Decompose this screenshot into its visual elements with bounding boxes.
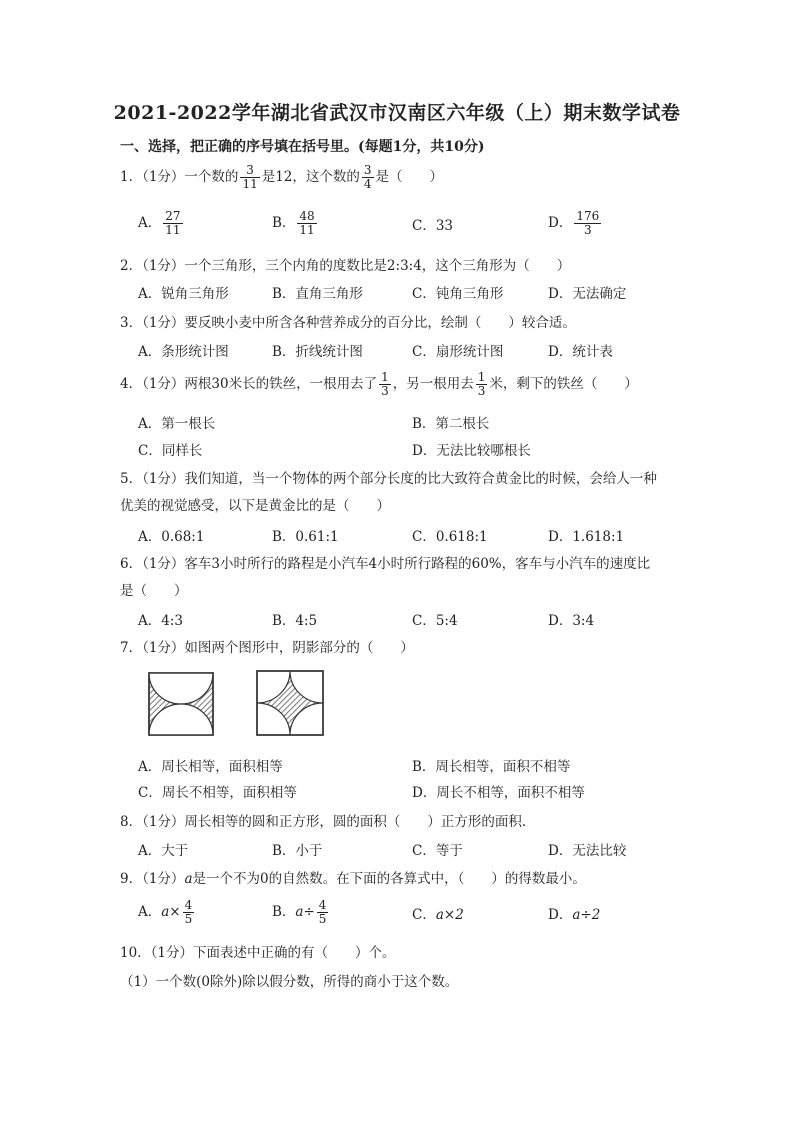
q1-text-mid: 是12，这个数的 <box>261 169 360 185</box>
q2-option-c[interactable]: C．钝角三角形 <box>412 286 504 302</box>
question-9 <box>120 869 586 889</box>
q9-variable: a <box>184 871 193 887</box>
q4-text-mid: ，另一根用去 <box>392 376 474 392</box>
q6-option-b[interactable]: B．4:5 <box>272 613 318 629</box>
q4-option-d[interactable]: D．无法比较哪根长 <box>412 443 531 459</box>
q2-option-b[interactable]: B．直角三角形 <box>272 286 363 302</box>
question-1 <box>120 164 443 191</box>
q5-option-d[interactable]: D．1.618:1 <box>548 529 625 545</box>
question-8: 8．（1分）周长相等的圆和正方形，圆的面积（ ）正方形的面积. <box>120 814 527 830</box>
q4-text-prefix: 4．（1分）两根30米长的铁丝，一根用去了 <box>120 376 378 392</box>
q3-option-b[interactable]: B．折线统计图 <box>272 344 363 360</box>
q1-option-b[interactable]: B． $\frac{48}{11}$ <box>272 209 315 237</box>
q6-option-a[interactable]: A．4:3 <box>138 613 183 629</box>
q3-option-a[interactable]: A．条形统计图 <box>138 344 229 360</box>
q3-option-c[interactable]: C．扇形统计图 <box>412 344 504 360</box>
q4-text-suffix: 米，剩下的铁丝（ ） <box>489 376 638 392</box>
q2-option-d[interactable]: D．无法确定 <box>548 286 627 302</box>
question-6-line-1: 6．（1分）客车3小时所行的路程是小汽车4小时所行路程的60%，客车与小汽车的速度比 <box>120 556 651 572</box>
q6-option-c[interactable]: C．5:4 <box>412 613 458 629</box>
q5-option-a[interactable]: A．0.68:1 <box>138 529 205 545</box>
q1-text-prefix: 1．（1分）一个数的 <box>120 169 239 185</box>
question-2: 2．（1分）一个三角形，三个内角的度数比是2:3:4，这个三角形为（ ） <box>120 258 571 274</box>
exam-title: 2021-2022学年湖北省武汉市汉南区六年级（上）期末数学试卷 <box>113 102 681 124</box>
q6-option-d[interactable]: D．3:4 <box>548 613 595 629</box>
q1-text-suffix: 是（ ） <box>375 169 444 185</box>
q7-option-a[interactable]: A．周长相等，面积相等 <box>138 759 283 775</box>
question-6-line-2: 是（ ） <box>120 583 188 599</box>
q1-option-d[interactable]: D． $\frac{176}{3}$ <box>548 209 600 237</box>
q5-option-c[interactable]: C．0.618:1 <box>412 529 488 545</box>
q9-option-d[interactable]: D．a÷2 <box>548 907 601 923</box>
q4-fraction-1: $\frac{1}{3}$ <box>381 370 389 398</box>
q4-option-c[interactable]: C．同样长 <box>138 443 203 459</box>
q7-option-d[interactable]: D．周长不相等，面积不相等 <box>412 785 585 801</box>
question-5-line-2: 优美的视觉感受，以下是黄金比的是（ ） <box>120 498 390 514</box>
q4-option-b[interactable]: B．第二根长 <box>412 416 490 432</box>
q9-option-b[interactable]: B．a÷ $\frac{4}{5}$ <box>272 898 327 926</box>
section-heading: 一、选择，把正确的序号填在括号里。(每题1分，共10分) <box>120 139 485 155</box>
q1-fraction-2: $\frac{3}{4}$ <box>363 163 372 191</box>
q7-option-b[interactable]: B．周长相等，面积不相等 <box>412 759 571 775</box>
q8-option-b[interactable]: B．小于 <box>272 843 323 859</box>
q1-fraction-1: $\frac{3}{11}$ <box>242 163 258 191</box>
q1-option-c[interactable]: C．33 <box>412 218 454 234</box>
question-10-item-1: （1）一个数(0除外)除以假分数，所得的商小于这个数。 <box>120 974 459 990</box>
question-7: 7．（1分）如图两个图形中，阴影部分的（ ） <box>120 640 414 656</box>
q9-text-prefix: 9．（1分） <box>120 871 185 887</box>
q9-text-suffix: 是一个不为0的自然数。在下面的各算式中，（ ）的得数最小。 <box>192 871 586 887</box>
q8-option-c[interactable]: C．等于 <box>412 843 463 859</box>
q7-option-c[interactable]: C．周长不相等，面积相等 <box>138 785 297 801</box>
question-5-line-1: 5．（1分）我们知道，当一个物体的两个部分长度的比大致符合黄金比的时候，会给人一种 <box>120 471 657 487</box>
question-4 <box>120 371 638 398</box>
q9-option-a[interactable]: A．a× $\frac{4}{5}$ <box>138 898 193 926</box>
figure-left-square-with-semicircles <box>148 672 214 736</box>
q5-option-b[interactable]: B．0.61:1 <box>272 529 339 545</box>
question-3: 3．（1分）要反映小麦中所含各种营养成分的百分比，绘制（ ）较合适。 <box>120 315 576 331</box>
q2-option-a[interactable]: A．锐角三角形 <box>138 286 229 302</box>
figure-right-square-with-quarter-circles <box>256 670 324 736</box>
q9-option-c[interactable]: C．a×2 <box>412 907 464 923</box>
q1-option-a[interactable]: A． $\frac{27}{11}$ <box>138 209 181 237</box>
q3-option-d[interactable]: D．统计表 <box>548 344 613 360</box>
question-10: 10．（1分）下面表述中正确的有（ ）个。 <box>120 945 396 961</box>
q4-fraction-2: $\frac{1}{3}$ <box>477 370 486 398</box>
q8-option-a[interactable]: A．大于 <box>138 843 189 859</box>
q8-option-d[interactable]: D．无法比较 <box>548 843 627 859</box>
q4-option-a[interactable]: A．第一根长 <box>138 416 216 432</box>
